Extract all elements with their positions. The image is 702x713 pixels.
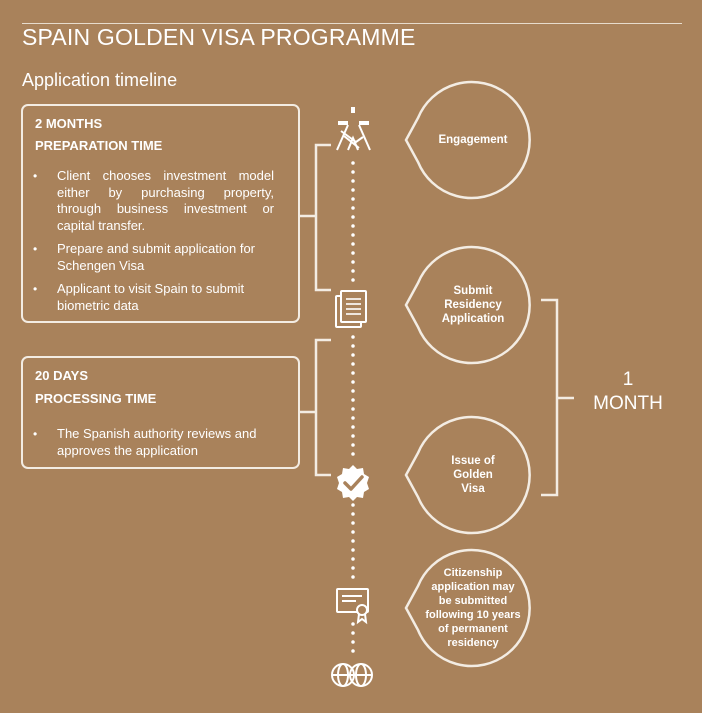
checkmark-badge-icon	[337, 465, 369, 501]
stage-label: Submit Residency Application	[441, 285, 505, 325]
bullet-dot: •	[33, 427, 38, 441]
phase-bullet: • Prepare and submit application for Schengen Visa	[33, 241, 256, 273]
stage-label: Engagement	[438, 134, 508, 146]
bullet-dot: •	[33, 282, 38, 296]
stage-engagement	[415, 82, 531, 198]
bullet-dot: •	[33, 169, 38, 183]
hands-shaking-icon	[337, 107, 370, 150]
stage-residency-application	[415, 247, 531, 363]
phase-bullet: • The Spanish authority reviews and approves the application	[33, 426, 257, 458]
phase-bullet: • Client chooses investment model either by purchasing property, through business investment or capital transfer.	[33, 168, 274, 233]
documents-icon	[336, 291, 366, 327]
phase-bracket-preparation	[300, 145, 331, 290]
month-unit: MONTH	[593, 393, 663, 414]
stage-citizenship	[415, 550, 531, 666]
month-bracket-label	[566, 368, 690, 416]
phase-duration: 20 DAYS	[35, 368, 88, 383]
phase-label: PREPARATION TIME	[35, 138, 163, 153]
page-title: SPAIN GOLDEN VISA PROGRAMME	[22, 24, 416, 50]
stage-label: Issue of Golden Visa	[451, 455, 495, 495]
month-number: 1	[622, 369, 634, 390]
phase-label: PROCESSING TIME	[35, 391, 157, 406]
bullet-dot: •	[33, 242, 38, 256]
certificate-icon	[337, 589, 368, 622]
stage-golden-visa	[415, 417, 531, 533]
phase-duration: 2 MONTHS	[35, 116, 103, 131]
phase-bracket-processing	[300, 340, 331, 475]
globe-icon	[332, 664, 372, 686]
stage-label: Citizenship application may be submitted following 10 years of permanent residency	[425, 567, 521, 649]
page-subtitle: Application timeline	[22, 70, 178, 90]
phase-bullet: • Applicant to visit Spain to submit biometric data	[33, 281, 245, 313]
